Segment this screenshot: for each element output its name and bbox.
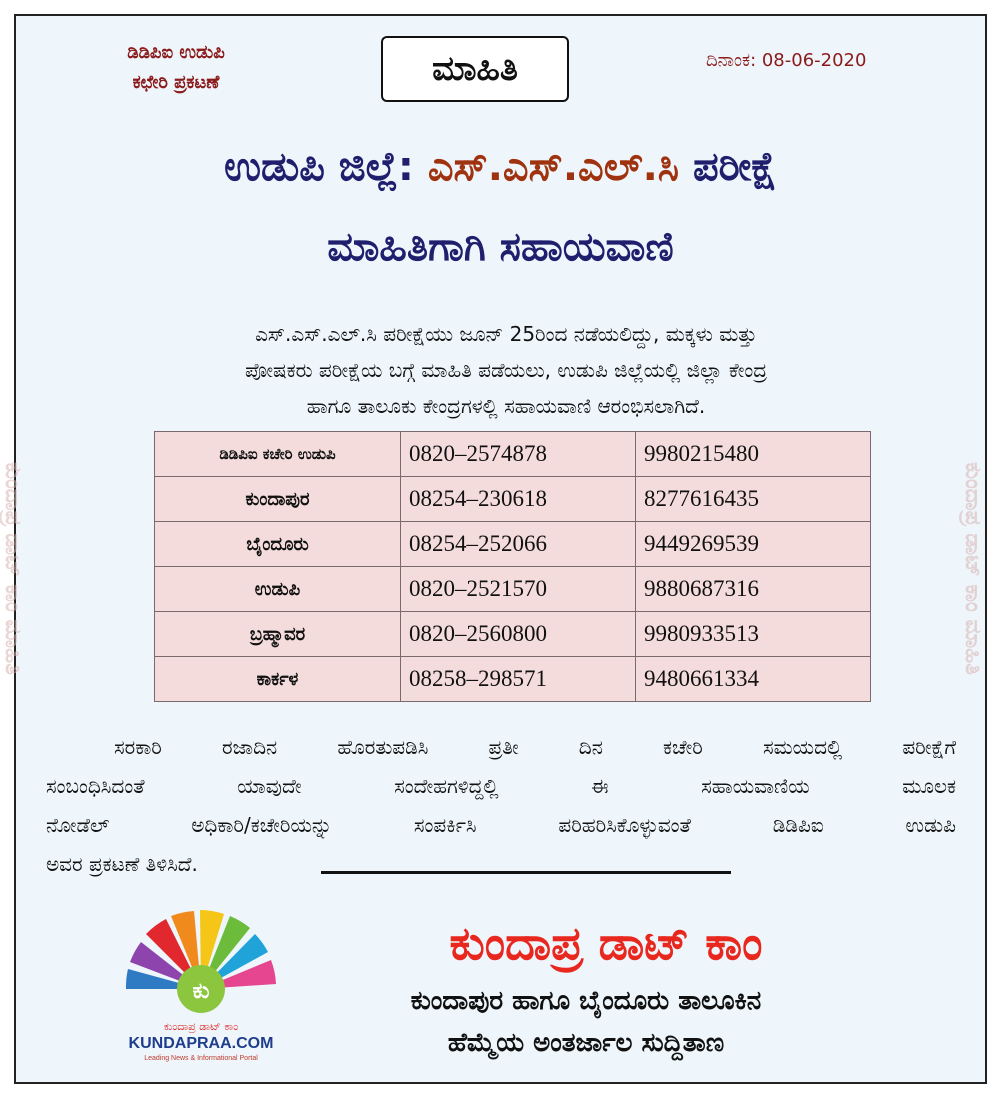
headline-exam-name: ಎಸ್.ಎಸ್.ಎಲ್.ಸಿ [427, 144, 680, 190]
masthead-box [381, 36, 569, 102]
landline-cell: 08254–252066 [401, 522, 636, 567]
table-row [155, 567, 871, 612]
headline-exam-word: ಪರೀಕ್ಷೆ [679, 144, 778, 190]
closing-line: ನೋಡೆಲ್ ಅಧಿಕಾರಿ/ಕಚೇರಿಯನ್ನು ಸಂಪರ್ಕಿಸಿ ಪರಿಹರಿಸಿಕೊಳ್ಳುವಂತೆ ಡಿಡಿಪಿಐ ಉಡುಪಿ [46, 813, 956, 837]
closing-paragraph [46, 728, 956, 884]
brand-title: ಕುಂದಾಪ್ರ ಡಾಟ್ ಕಾಂ [449, 916, 763, 970]
landline-cell: 08254–230618 [401, 477, 636, 522]
helpline-table [154, 431, 871, 702]
office-line-1: ಡಿಡಿಪಿಐ ಉಡುಪಿ [127, 42, 225, 63]
landline-cell: 08258–298571 [401, 657, 636, 702]
divider [321, 871, 731, 874]
table-row [155, 477, 871, 522]
watermark-left: ಕುಂದಾಪ್ರ ಡಾಟ್ ಕಾಂ ಮಾಹಿತಿ [0, 462, 25, 675]
headline-district: ಉಡುಪಿ ಜಿಲ್ಲೆ: [223, 144, 428, 190]
notice-date: ದಿನಾಂಕ: 08-06-2020 [706, 50, 867, 71]
intro-paragraph [76, 316, 936, 424]
intro-line: ಪೋಷಕರು ಪರೀಕ್ಷೆಯ ಬಗ್ಗೆ ಮಾಹಿತಿ ಪಡೆಯಲು, ಉಡುಪಿ ಜಿಲ್ಲೆಯಲ್ಲಿ ಜಿಲ್ಲಾ ಕೇಂದ್ರ [244, 358, 768, 382]
notice-frame [0, 14, 987, 1084]
table-row [155, 612, 871, 657]
landline-cell: 0820–2574878 [401, 432, 636, 477]
landline-cell: 0820–2560800 [401, 612, 636, 657]
table-row [155, 432, 871, 477]
logo-name: KUNDAPRAA.COM [128, 1035, 274, 1052]
landline-cell: 0820–2521570 [401, 567, 636, 612]
headline-line-2: ಮಾಹಿತಿಗಾಗಿ ಸಹಾಯವಾಣಿ [327, 224, 674, 270]
kundapraa-logo [116, 894, 286, 1069]
mobile-cell: 9980933513 [636, 612, 871, 657]
place-cell: ಬೈಂದೂರು [155, 522, 401, 567]
closing-line: ಅವರ ಪ್ರಕಟಣೆ ತಿಳಿಸಿದೆ. [46, 852, 198, 876]
place-cell: ಬ್ರಹ್ಮಾವರ [155, 612, 401, 657]
logo-kannada-name: ಕುಂದಾಪ್ರ ಡಾಟ್ ಕಾಂ [163, 1020, 239, 1033]
mobile-cell: 8277616435 [636, 477, 871, 522]
place-cell: ಡಿಡಿಪಿಐ ಕಚೇರಿ ಉಡುಪಿ [155, 432, 401, 477]
logo-tagline: Leading News & Informational Portal [144, 1055, 258, 1062]
table-row [155, 522, 871, 567]
place-cell: ಕಾರ್ಕಳ [155, 657, 401, 702]
brand-tagline-1: ಕುಂದಾಪುರ ಹಾಗೂ ಬೈಂದೂರು ತಾಲೂಕಿನ [410, 986, 762, 1016]
mobile-cell: 9980215480 [636, 432, 871, 477]
mobile-cell: 9480661334 [636, 657, 871, 702]
table-row [155, 657, 871, 702]
mobile-cell: 9880687316 [636, 567, 871, 612]
intro-line: ಹಾಗೂ ತಾಲೂಕು ಕೇಂದ್ರಗಳಲ್ಲಿ ಸಹಾಯವಾಣಿ ಆರಂಭಿಸಲಾಗಿದೆ. [306, 394, 706, 418]
masthead-title: ಮಾಹಿತಿ [432, 49, 518, 89]
place-cell: ಉಡುಪಿ [155, 567, 401, 612]
watermark-right: ಕುಂದಾಪ್ರ ಡಾಟ್ ಕಾಂ ಮಾಹಿತಿ [959, 462, 985, 675]
closing-line: ಸಂಬಂಧಿಸಿದಂತೆ ಯಾವುದೇ ಸಂದೇಹಗಳಿದ್ದಲ್ಲಿ ಈ ಸಹಾಯವಾಣಿಯ ಮೂಲಕ [46, 774, 956, 798]
office-line-2: ಕಛೇರಿ ಪ್ರಕಟಣೆ [132, 72, 220, 93]
intro-line: ಎಸ್.ಎಸ್.ಎಲ್.ಸಿ ಪರೀಕ್ಷೆಯು ಜೂನ್ 25ರಿಂದ ನಡೆಯಲಿದ್ದು, ಮಕ್ಕಳು ಮತ್ತು [255, 322, 757, 346]
brand-tagline-2: ಹೆಮ್ಮೆಯ ಅಂತರ್ಜಾಲ ಸುದ್ದಿತಾಣ [447, 1028, 725, 1058]
headline-line-1 [16, 144, 985, 190]
mobile-cell: 9449269539 [636, 522, 871, 567]
logo-glyph: ಕು [192, 979, 210, 1004]
place-cell: ಕುಂದಾಪುರ [155, 477, 401, 522]
office-label [86, 38, 266, 98]
closing-line: ಸರಕಾರಿ ರಜಾದಿನ ಹೊರತುಪಡಿಸಿ ಪ್ರತೀ ದಿನ ಕಚೇರಿ ಸಮಯದಲ್ಲಿ ಪರೀಕ್ಷೆಗೆ [114, 735, 956, 759]
